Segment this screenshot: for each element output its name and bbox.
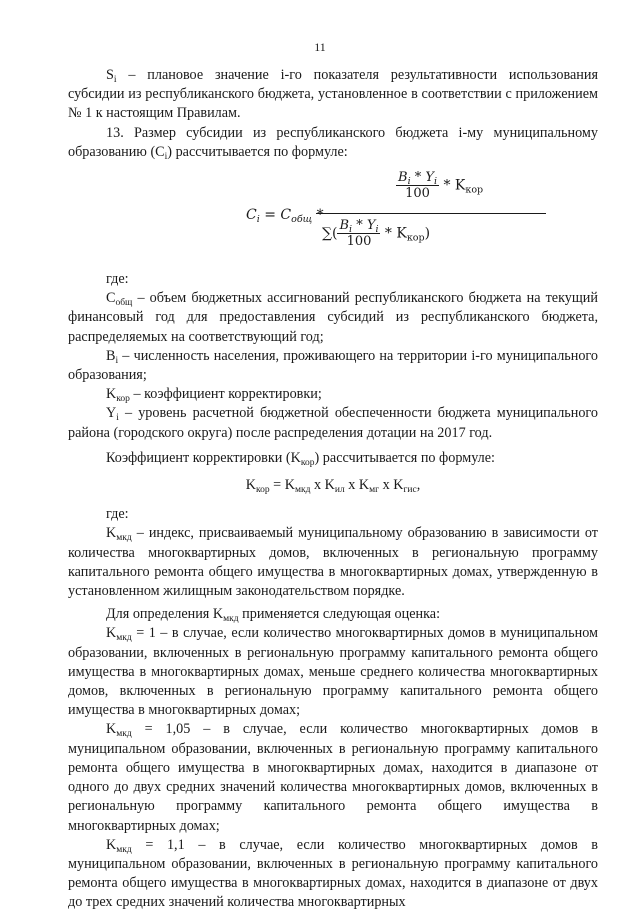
case-kmkd-11: $K_{мкд} = 1,1 - в$ случае, если количество многоквартирных домов в муниципальном образовании, включенных в региональную программу капитального ремонта общего имущества в многоквартирных домах, находится в диапазоне от двух до трех средних значений количества многоквартирных: [68, 836, 598, 911]
definition-kkor: $K_{кор}$ – коэффициент корректировки;: [106, 386, 322, 405]
paragraph-text: – плановое значение i-го показателя результативности использования субсидии из республиканского бюджета, установленное в соответствии с приложением № 1 к настоящим Правилам.: [68, 67, 598, 122]
fraction-bar: [316, 213, 546, 214]
case-kmkd-105: $K_{мкд} = 1,05 - в$ случае, если количество многоквартирных домов в муниципальном образовании, включенных в региональную программу капитального ремонта общего имущества в многоквартирных домах, находится в диапазоне от одного до двух средних значений количества многоквартирных домов, включенных в региональную программу капитального ремонта общего имущества в многоквартирных домах;: [68, 721, 598, 834]
document-body: [68, 66, 598, 913]
case-kmkd-1: $K_{мкд} = 1 - в$ случае, если количество многоквартирных домов в муниципальном образовании, включенных в региональную программу капитального ремонта общего имущества в многоквартирных домах, меньше среднего количества многоквартирных домов, включенных в региональную программу капитального ремонта общего имущества в многоквартирных домах;: [68, 625, 598, 719]
formula-denominator: ∑( $\frac{B_i * Y_i}{100}$ * $K_{кор}$): [322, 218, 431, 250]
subsidy-formula: [68, 170, 598, 256]
subscript: i: [164, 151, 168, 162]
definition-yi: $Y_i$ – уровень расчетной бюджетной обеспеченности бюджета муниципального района (городского округа) после распределения дотации на 2017 год.: [68, 405, 598, 441]
definition-kmkd: $K_{мкд}$ – индекс, присваиваемый муниципальному образованию в зависимости от количества многоквартирных домов, включенных в региональную программу капитального ремонта общего имущества в многоквартирных домах, утвержденную в установленном жилищным законодательством порядке.: [68, 525, 598, 600]
formula-lhs: $C_i = C_{общ}$ *: [246, 207, 324, 226]
subscript: i: [113, 75, 117, 85]
paragraph-kkor-formula-intro: Коэффициент корректировки $(K_{кор})$ рассчитывается по формуле:: [106, 449, 495, 468]
definition-cobsh: $C_{общ}$ – объем бюджетных ассигнований республиканского бюджета на текущий финансовый год для предоставления субсидий из республиканского бюджета, распределяемых на соответствующий год;: [68, 290, 598, 345]
page-number: 11: [314, 40, 326, 54]
paragraph-text: ) рассчитывается по формуле:: [167, 143, 348, 160]
paragraph-si-definition: [68, 66, 598, 124]
paragraph-kmkd-intro: Для определения $K_{мкд}$ применяется следующая оценка:: [106, 606, 441, 625]
paragraph-text: 13. Размер субсидии из республиканского бюджета i-му муниципальному образованию (C: [68, 124, 598, 160]
symbol: S: [106, 67, 114, 83]
definition-bi: $B_i$ – численность населения, проживающего на территории i-го муниципального образования;: [68, 347, 598, 384]
where-label: где:: [106, 271, 129, 288]
correction-formula: $K_{кор} = K_{мкд}$ x $K_{ил}$ x $K_{мг}$ x $K_{гис}$,: [245, 477, 421, 496]
paragraph-13: [68, 124, 598, 162]
formula-numerator: $\frac{B_i * Y_i}{100}$ * $K_{кор}$: [398, 170, 484, 202]
where-label-2: где:: [106, 506, 129, 523]
